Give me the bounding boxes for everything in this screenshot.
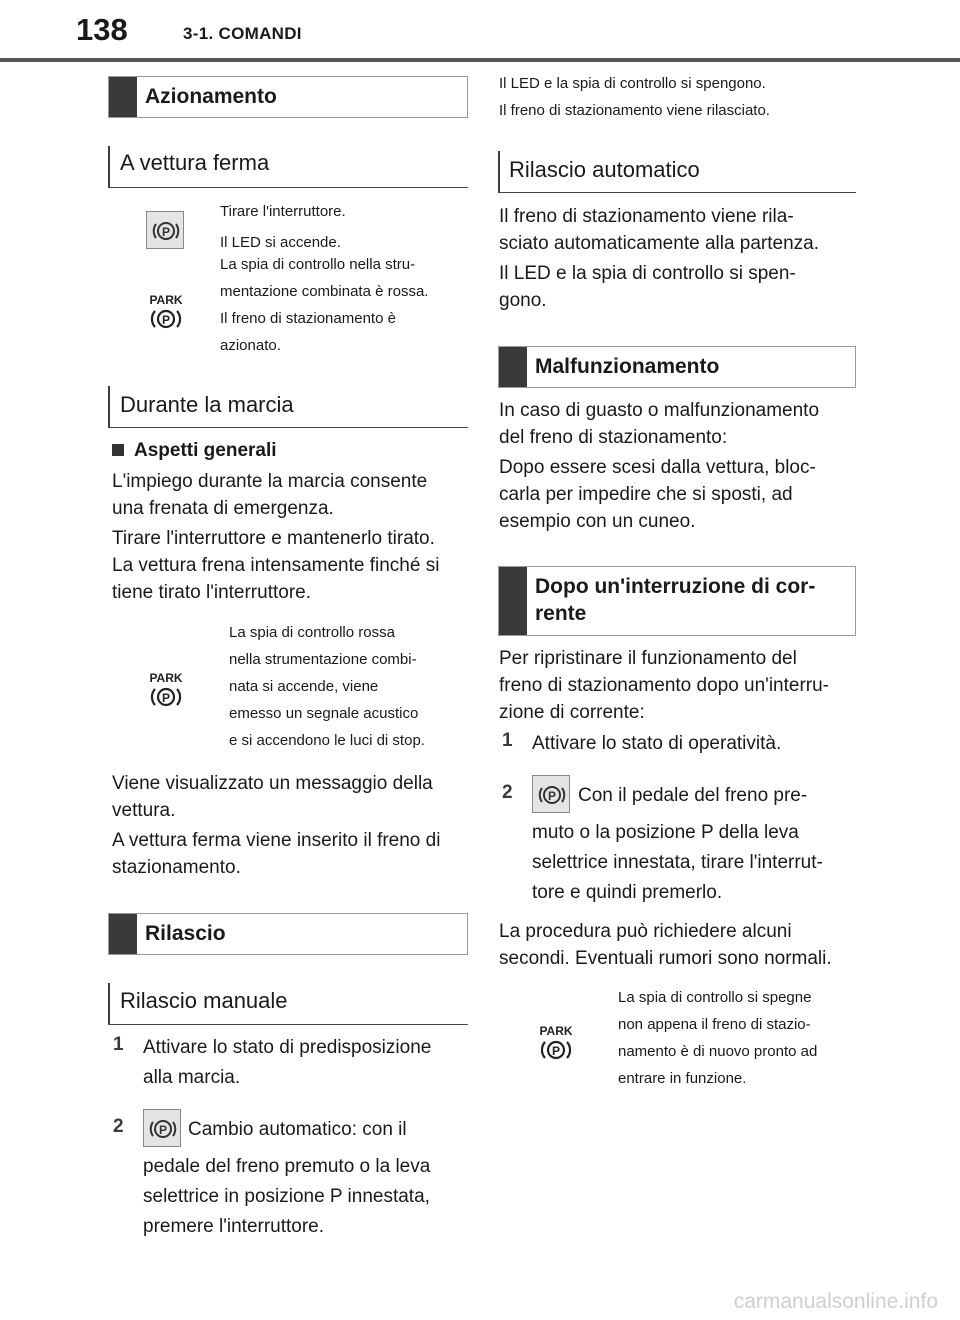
vf-line-6: azionato. bbox=[220, 337, 281, 354]
aspetti-line-3: Tirare l'interruttore e mantenerlo tirato. bbox=[112, 528, 435, 549]
step-number: 1 bbox=[113, 1034, 124, 1055]
r-step2-line-1: muto o la posizione P della leva bbox=[532, 822, 799, 843]
malf-line-5: esempio con un cuneo. bbox=[499, 511, 696, 532]
dopo-line-1: Per ripristinare il funzionamento del bbox=[499, 648, 797, 669]
step2-first: Cambio automatico: con il bbox=[188, 1119, 407, 1140]
parking-brake-switch-icon bbox=[143, 1109, 181, 1147]
r-park-note-line-1: La spia di controllo si spegne bbox=[618, 989, 812, 1006]
malf-line-3: Dopo essere scesi dalla vettura, bloc- bbox=[499, 457, 816, 478]
svg-text:P: P bbox=[547, 789, 557, 803]
svg-text:PARK: PARK bbox=[149, 293, 183, 307]
svg-text:P: P bbox=[551, 1044, 561, 1058]
heading-dopo-interruzione: Dopo un'interruzione di cor- rente bbox=[498, 566, 856, 636]
proc-line-1: La procedura può richiedere alcuni bbox=[499, 921, 792, 942]
step1-line-1: Attivare lo stato di predisposizione bbox=[143, 1037, 432, 1058]
svg-text:PARK: PARK bbox=[539, 1024, 573, 1038]
vf-line-1: Tirare l'interruttore. bbox=[220, 203, 346, 220]
top-line-1: Il LED e la spia di controllo si spengono. bbox=[499, 75, 766, 92]
park-note-line-4: emesso un segnale acustico bbox=[229, 705, 419, 722]
r-step2-line-3: tore e quindi premerlo. bbox=[532, 882, 723, 903]
parking-brake-switch-icon bbox=[146, 211, 184, 249]
aspetti-line-1: L'impiego durante la marcia consente bbox=[112, 471, 428, 492]
subheading-rilascio-automatico: Rilascio automatico bbox=[509, 157, 700, 182]
park-warning-icon bbox=[146, 670, 186, 714]
aspetti-line-2: una frenata di emergenza. bbox=[112, 498, 334, 519]
svg-text:PARK: PARK bbox=[149, 671, 183, 685]
step-number: 1 bbox=[502, 730, 513, 751]
svg-text:P: P bbox=[161, 691, 171, 705]
dopo-line-3: zione di corrente: bbox=[499, 702, 645, 723]
park-warning-icon bbox=[146, 292, 186, 336]
after-line-4: stazionamento. bbox=[112, 857, 241, 878]
svg-text:P: P bbox=[158, 1123, 168, 1137]
step2-line-2: selettrice in posizione P innestata, bbox=[143, 1186, 430, 1207]
auto-line-2: sciato automaticamente alla partenza. bbox=[499, 233, 820, 254]
step2-line-1: pedale del freno premuto o la leva bbox=[143, 1156, 431, 1177]
aspetti-line-5: tiene tirato l'interruttore. bbox=[112, 582, 311, 603]
svg-text:P: P bbox=[161, 313, 171, 327]
r-park-note-line-3: namento è di nuovo pronto ad bbox=[618, 1043, 818, 1060]
subheading-vettura-ferma: A vettura ferma bbox=[120, 150, 270, 175]
auto-line-4: gono. bbox=[499, 290, 547, 311]
after-line-3: A vettura ferma viene inserito il freno di bbox=[112, 830, 441, 851]
watermark: carmanualsonline.info bbox=[733, 1290, 938, 1313]
header-rule bbox=[0, 58, 960, 62]
r-step2-first: Con il pedale del freno pre- bbox=[578, 785, 808, 806]
malf-line-1: In caso di guasto o malfunzionamento bbox=[499, 400, 820, 421]
step2-line-3: premere l'interruttore. bbox=[143, 1216, 325, 1237]
park-note-line-5: e si accendono le luci di stop. bbox=[229, 732, 425, 749]
vf-line-4: mentazione combinata è rossa. bbox=[220, 283, 429, 300]
aspetti-line-4: La vettura frena intensamente finché si bbox=[112, 555, 440, 576]
dopo-line-2: freno di stazionamento dopo un'interru- bbox=[499, 675, 829, 696]
proc-line-2: secondi. Eventuali rumori sono normali. bbox=[499, 948, 832, 969]
malf-line-2: del freno di stazionamento: bbox=[499, 427, 728, 448]
aspetti-heading: Aspetti generali bbox=[112, 437, 277, 464]
r-step2-line-2: selettrice innestata, tirare l'interrut- bbox=[532, 852, 823, 873]
heading-rilascio: Rilascio bbox=[108, 913, 468, 955]
vf-line-5: Il freno di stazionamento è bbox=[220, 310, 396, 327]
page-number: 138 bbox=[76, 12, 128, 47]
step-number: 2 bbox=[113, 1116, 124, 1137]
park-note-line-1: La spia di controllo rossa bbox=[229, 624, 395, 641]
svg-text:P: P bbox=[161, 225, 171, 239]
auto-line-1: Il freno di stazionamento viene rila- bbox=[499, 206, 794, 227]
after-line-2: vettura. bbox=[112, 800, 176, 821]
heading-malfunzionamento: Malfunzionamento bbox=[498, 346, 856, 388]
park-warning-icon bbox=[536, 1023, 576, 1067]
r-step1-text: Attivare lo stato di operatività. bbox=[532, 733, 782, 754]
heading-azionamento: Azionamento bbox=[108, 76, 468, 118]
step1-line-2: alla marcia. bbox=[143, 1067, 241, 1088]
section-header: 3-1. COMANDI bbox=[183, 24, 302, 43]
parking-brake-switch-icon bbox=[532, 775, 570, 813]
after-line-1: Viene visualizzato un messaggio della bbox=[112, 773, 433, 794]
step-number: 2 bbox=[502, 782, 513, 803]
subheading-durante-la-marcia: Durante la marcia bbox=[120, 392, 294, 417]
top-line-2: Il freno di stazionamento viene rilasciato. bbox=[499, 102, 770, 119]
auto-line-3: Il LED e la spia di controllo si spen- bbox=[499, 263, 796, 284]
r-park-note-line-4: entrare in funzione. bbox=[618, 1070, 747, 1087]
vf-line-3: La spia di controllo nella stru- bbox=[220, 256, 416, 273]
square-bullet-icon bbox=[112, 444, 124, 456]
subheading-rilascio-manuale: Rilascio manuale bbox=[120, 988, 288, 1013]
park-note-line-2: nella strumentazione combi- bbox=[229, 651, 417, 668]
malf-line-4: carla per impedire che si sposti, ad bbox=[499, 484, 793, 505]
park-note-line-3: nata si accende, viene bbox=[229, 678, 379, 695]
vf-line-2: Il LED si accende. bbox=[220, 234, 341, 251]
r-park-note-line-2: non appena il freno di stazio- bbox=[618, 1016, 811, 1033]
